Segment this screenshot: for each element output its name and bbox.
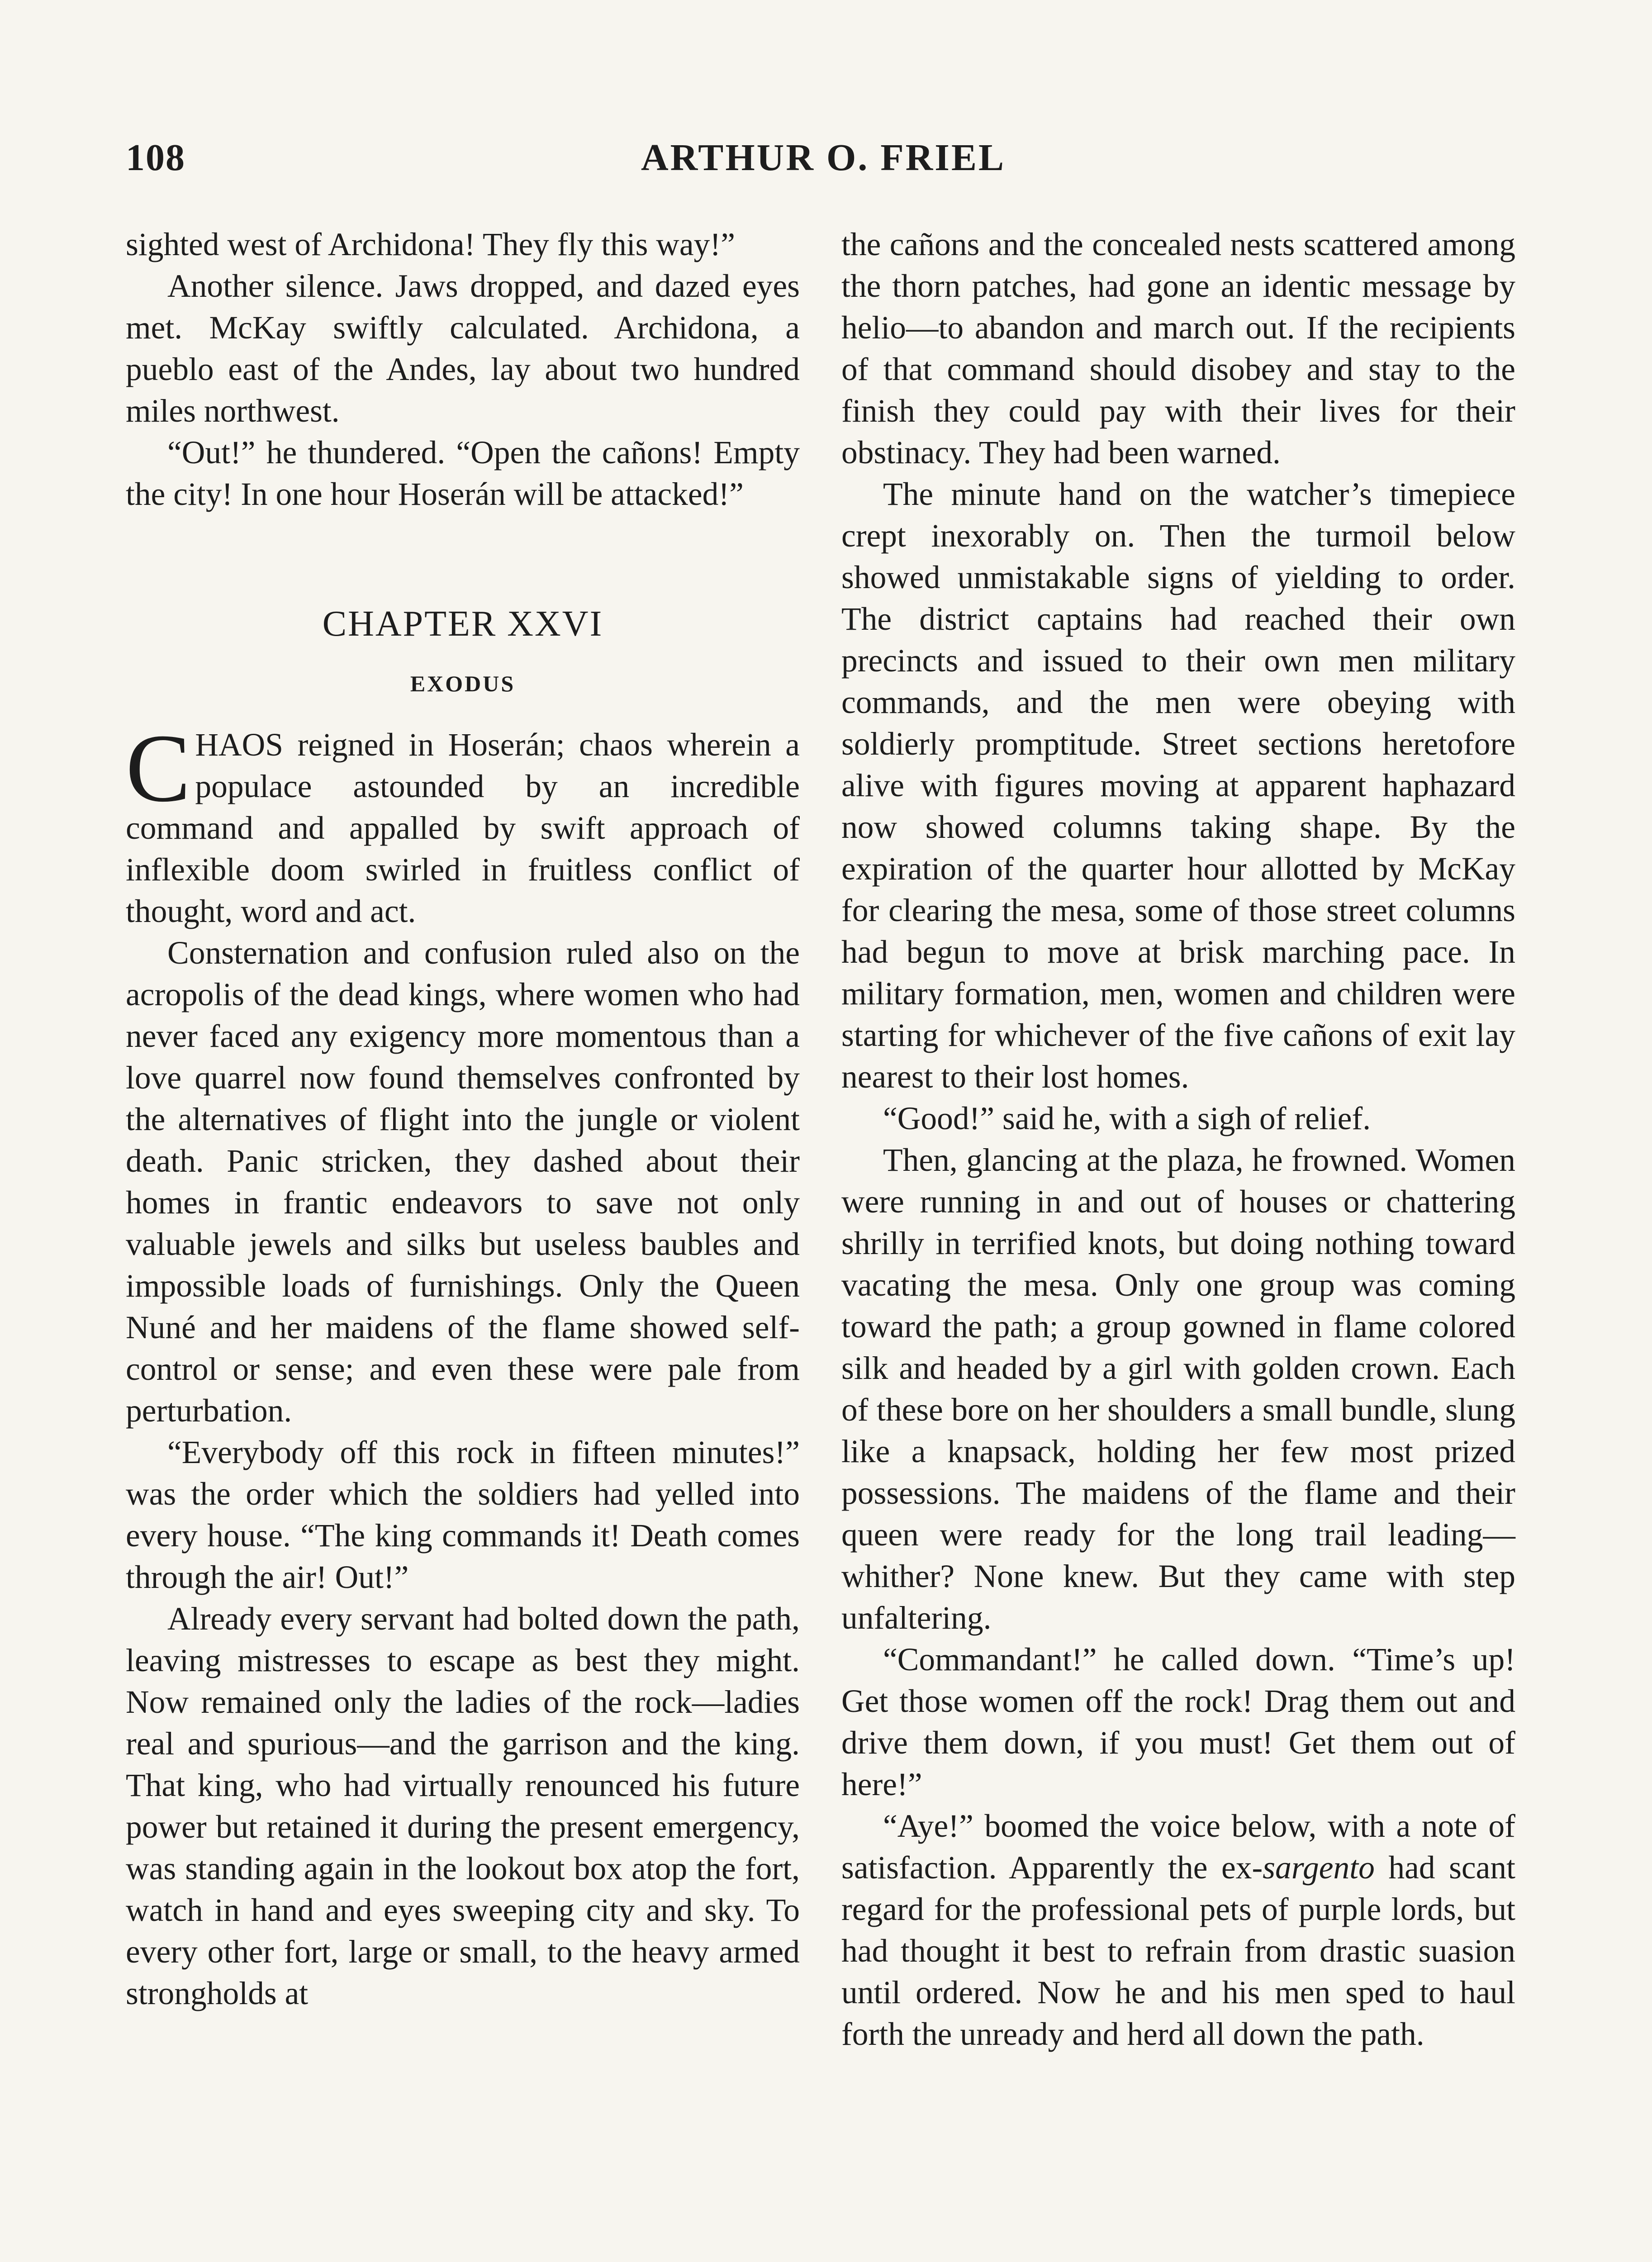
- paragraph: Consternation and confusion ruled also on the acropolis of the dead kings, where women who had never faced any exigency more momentous than a love quarrel now found themselves confronted by the alternatives of flight into the jungle or violent death. Panic stricken, they dashed about their homes in frantic endeavors to save not only valuable jewels and silks but useless baubles and impossible loads of furnishings. Only the Queen Nuné and her maidens of the flame showed self-control or sense; and even these were pale from perturbation.: [126, 935, 800, 1429]
- paragraph: [841, 1806, 1515, 2055]
- paragraph: Already every servant had bolted down the path, leaving mistresses to escape as best they might. Now remained only the ladies of the rock—ladies real and spurious—and the garrison and the king. That king, who had virtually renounced his future power but retained it during the present emergency, was standing again in the lookout box atop the fort, watch in hand and eyes sweeping city and sky. To every other fort, large or small, to the heavy armed strongholds at: [126, 1601, 800, 2011]
- paragraph: “Good!” said he, with a sigh of relief.: [883, 1101, 1371, 1136]
- paragraph: the cañons and the concealed nests scattered among the thorn patches, had gone an identic message by helio—to abandon and march out. If the recipients of that command should disobey and stay to the finish they could pay with their lives for their obstinacy. They had been warned.: [841, 227, 1515, 470]
- paragraph-text: had scant regard for the professional pets of purple lords, but had thought it best to refrain from drastic suasion until ordered. Now he and his men sped to haul forth the unready and herd all down the path.: [841, 1850, 1515, 2052]
- left-column: [126, 224, 800, 2015]
- paragraph: Then, glancing at the plaza, he frowned. Women were running in and out of houses or chattering shrilly in terrified knots, but doing nothing toward vacating the mesa. Only one group was coming toward the path; a group gowned in flame colored silk and headed by a girl with golden crown. Each of these bore on her shoulders a small bundle, slung like a knapsack, holding her few most prized possessions. The maidens of the flame and their queen were ready for the long trail leading—whither? None knew. But they came with step unfaltering.: [841, 1142, 1515, 1636]
- paragraph: “Commandant!” he called down. “Time’s up! Get those women off the rock! Drag them out and drive them down, if you must! Get them out of here!”: [841, 1642, 1515, 1802]
- paragraph: “Everybody off this rock in fifteen minutes!” was the order which the soldiers had yelled into every house. “The king commands it! Death comes through the air! Out!”: [126, 1435, 800, 1595]
- paragraph: “Out!” he thundered. “Open the cañons! Empty the city! In one hour Hoserán will be attacked!”: [126, 435, 800, 512]
- page-number: 108: [126, 137, 185, 179]
- italic-word: sargento: [1263, 1850, 1375, 1886]
- paragraph-drop-cap: [126, 714, 800, 932]
- chapter-title: CHAPTER XXVI: [322, 604, 603, 644]
- paragraph-text: “Aye!” boomed the voice below, with a note of satisfaction. Apparently the ex-: [841, 1808, 1515, 1886]
- paragraph: sighted west of Archidona! They fly this way!”: [126, 227, 735, 262]
- paragraph-text: HAOS reigned in Hoserán; chaos wherein a populace astounded by an incredible command and appalled by swift approach of inflexible doom swirled in fruitless conflict of thought, word and act.: [126, 727, 800, 929]
- page-header: [126, 136, 1521, 195]
- drop-cap: C: [126, 714, 191, 822]
- paragraph: Another silence. Jaws dropped, and dazed eyes met. McKay swiftly calculated. Archidona, a pueblo east of the Andes, lay about two hundred miles northwest.: [126, 268, 800, 429]
- right-column: [841, 224, 1515, 2055]
- chapter-subtitle: EXODUS: [410, 671, 516, 696]
- running-head: ARTHUR O. FRIEL: [641, 137, 1006, 179]
- paragraph: The minute hand on the watcher’s timepiece crept inexorably on. Then the turmoil below showed unmistakable signs of yielding to order. The district captains had reached their own precincts and issued to their own men military commands, and the men were obeying with soldierly promptitude. Street sections heretofore alive with figures moving at apparent haphazard now showed columns taking shape. By the expiration of the quarter hour allotted by McKay for clearing the mesa, some of those street columns had begun to move at brisk marching pace. In military formation, men, women and children were starting for whichever of the five cañons of exit lay nearest to their lost homes.: [841, 476, 1515, 1095]
